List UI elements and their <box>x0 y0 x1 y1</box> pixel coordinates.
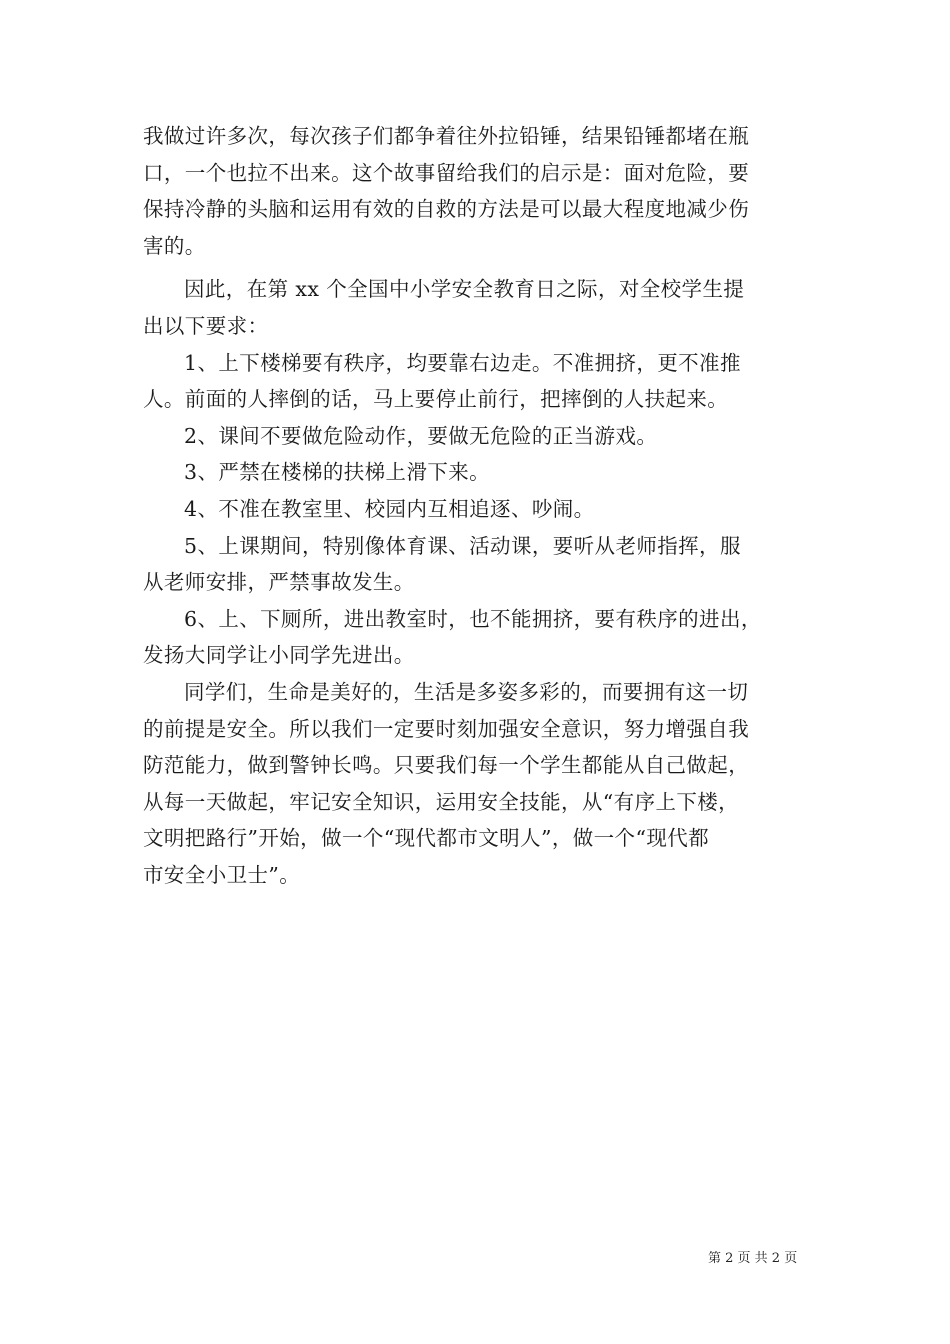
text-line: 出以下要求： <box>143 313 269 338</box>
text-line: 因此，在第 xx 个全国中小学安全教育日之际，对全校学生提 <box>184 277 745 302</box>
text-line: 同学们，生命是美好的，生活是多姿多彩的，而要拥有这一切 <box>184 679 749 704</box>
body-text <box>143 118 815 893</box>
text-line: 从老师安排，严禁事故发生。 <box>143 570 415 595</box>
text-line: 保持冷静的头脑和运用有效的自救的方法是可以最大程度地减少伤 <box>143 197 750 222</box>
page-number: 第 2 页 共 2 页 <box>708 1251 798 1266</box>
text-line: 市安全小卫士”。 <box>143 862 301 887</box>
list-item-1: 1、上下楼梯要有秩序，均要靠右边走。不准拥挤，更不准推 <box>184 350 741 375</box>
text-line: 人。前面的人摔倒的话，马上要停止前行，把摔倒的人扶起来。 <box>143 387 729 412</box>
text-line: 害的。 <box>143 233 206 258</box>
text-line: 我做过许多次，每次孩子们都争着往外拉铅锤，结果铅锤都堵在瓶 <box>143 124 750 148</box>
list-item-4: 4、不准在教室里、校园内互相追逐、吵闹。 <box>184 496 595 521</box>
text-line: 文明把路行”开始，做一个“现代都市文明人”，做一个“现代都 <box>143 826 710 851</box>
list-item-6: 6、上、下厕所，进出教室时，也不能拥挤，要有秩序的进出， <box>184 606 762 631</box>
text-line: 防范能力，做到警钟长鸣。只要我们每一个学生都能从自己做起， <box>143 753 750 778</box>
text-line: 的前提是安全。所以我们一定要时刻加强安全意识，努力增强自我 <box>143 716 750 741</box>
text-line: 从每一天做起，牢记安全知识，运用安全技能，从“有序上下楼， <box>143 789 740 814</box>
list-item-2: 2、课间不要做危险动作，要做无危险的正当游戏。 <box>184 423 658 448</box>
text-line: 发扬大同学让小同学先进出。 <box>143 643 415 668</box>
list-item-3: 3、严禁在楼梯的扶梯上滑下来。 <box>184 460 491 485</box>
text-line: 口，一个也拉不出来。这个故事留给我们的启示是：面对危险，要 <box>143 160 750 185</box>
list-item-5: 5、上课期间，特别像体育课、活动课，要听从老师指挥，服 <box>184 533 741 558</box>
